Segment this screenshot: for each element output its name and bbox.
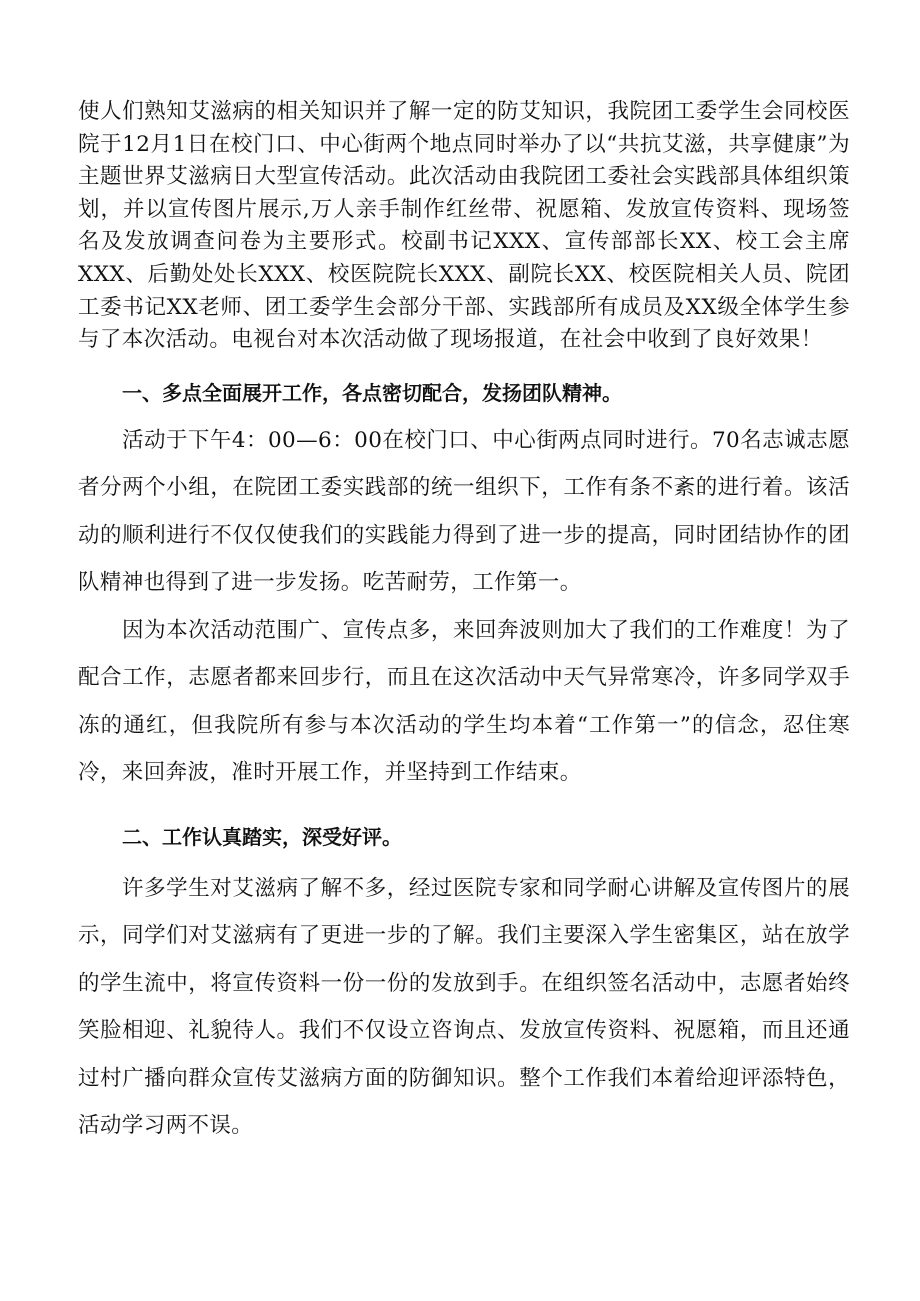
section-1-paragraph-1: 活动于下午4：00—6：00在校门口、中心街两点同时进行。70名志诚志愿者分两个小组，在院团工委实践部的统一组织下，工作有条不紊的进行着。该活动的顺利进行不仅仅使我们的实践能力得到了进一步的提高，同时团结协作的团队精神也得到了进一步发扬。吃苦耐劳，工作第一。 (78, 427, 850, 596)
document-page (78, 96, 850, 1150)
section-2-paragraph-1: 许多学生对艾滋病了解不多，经过医院专家和同学耐心讲解及宣传图片的展示，同学们对艾滋病有了更进一步的了解。我们主要深入学生密集区，站在放学的学生流中，将宣传资料一份一份的发放到手。在组织签名活动中，志愿者始终笑脸相迎、礼貌待人。我们不仅设立咨询点、发放宣传资料、祝愿箱，而且还通过村广播向群众宣传艾滋病方面的防御知识。整个工作我们本着给迎评添特色，活动学习两不误。 (78, 875, 850, 1139)
section-1-paragraph-2: 因为本次活动范围广、宣传点多，来回奔波则加大了我们的工作难度！为了配合工作，志愿者都来回步行，而且在这次活动中天气异常寒冷，许多同学双手冻的通红，但我院所有参与本次活动的学生均本着“工作第一”的信念，忍住寒冷，来回奔波，准时开展工作，并坚持到工作结束。 (78, 617, 850, 786)
section-heading-1: 一、多点全面展开工作，各点密切配合，发扬团队精神。 (122, 380, 622, 405)
section-heading-2: 二、工作认真踏实，深受好评。 (122, 824, 402, 849)
intro-paragraph: 使人们熟知艾滋病的相关知识并了解一定的防艾知识，我院团工委学生会同校医院于12月1日在校门口、中心街两个地点同时举办了以“共抗艾滋，共享健康”为主题世界艾滋病日大型宣传活动。此次活动由我院团工委社会实践部具体组织策划，并以宣传图片展示,万人亲手制作红丝带、祝愿箱、发放宣传资料、现场签名及发放调查问卷为主要形式。校副书记XXX、宣传部部长XX、校工会主席XXX、后勤处处长XXX、校医院院长XXX、副院长XX、校医院相关人员、院团工委书记XX老师、团工委学生会部分干部、实践部所有成员及XX级全体学生参与了本次活动。电视台对本次活动做了现场报道，在社会中收到了良好效果！ (78, 99, 850, 353)
